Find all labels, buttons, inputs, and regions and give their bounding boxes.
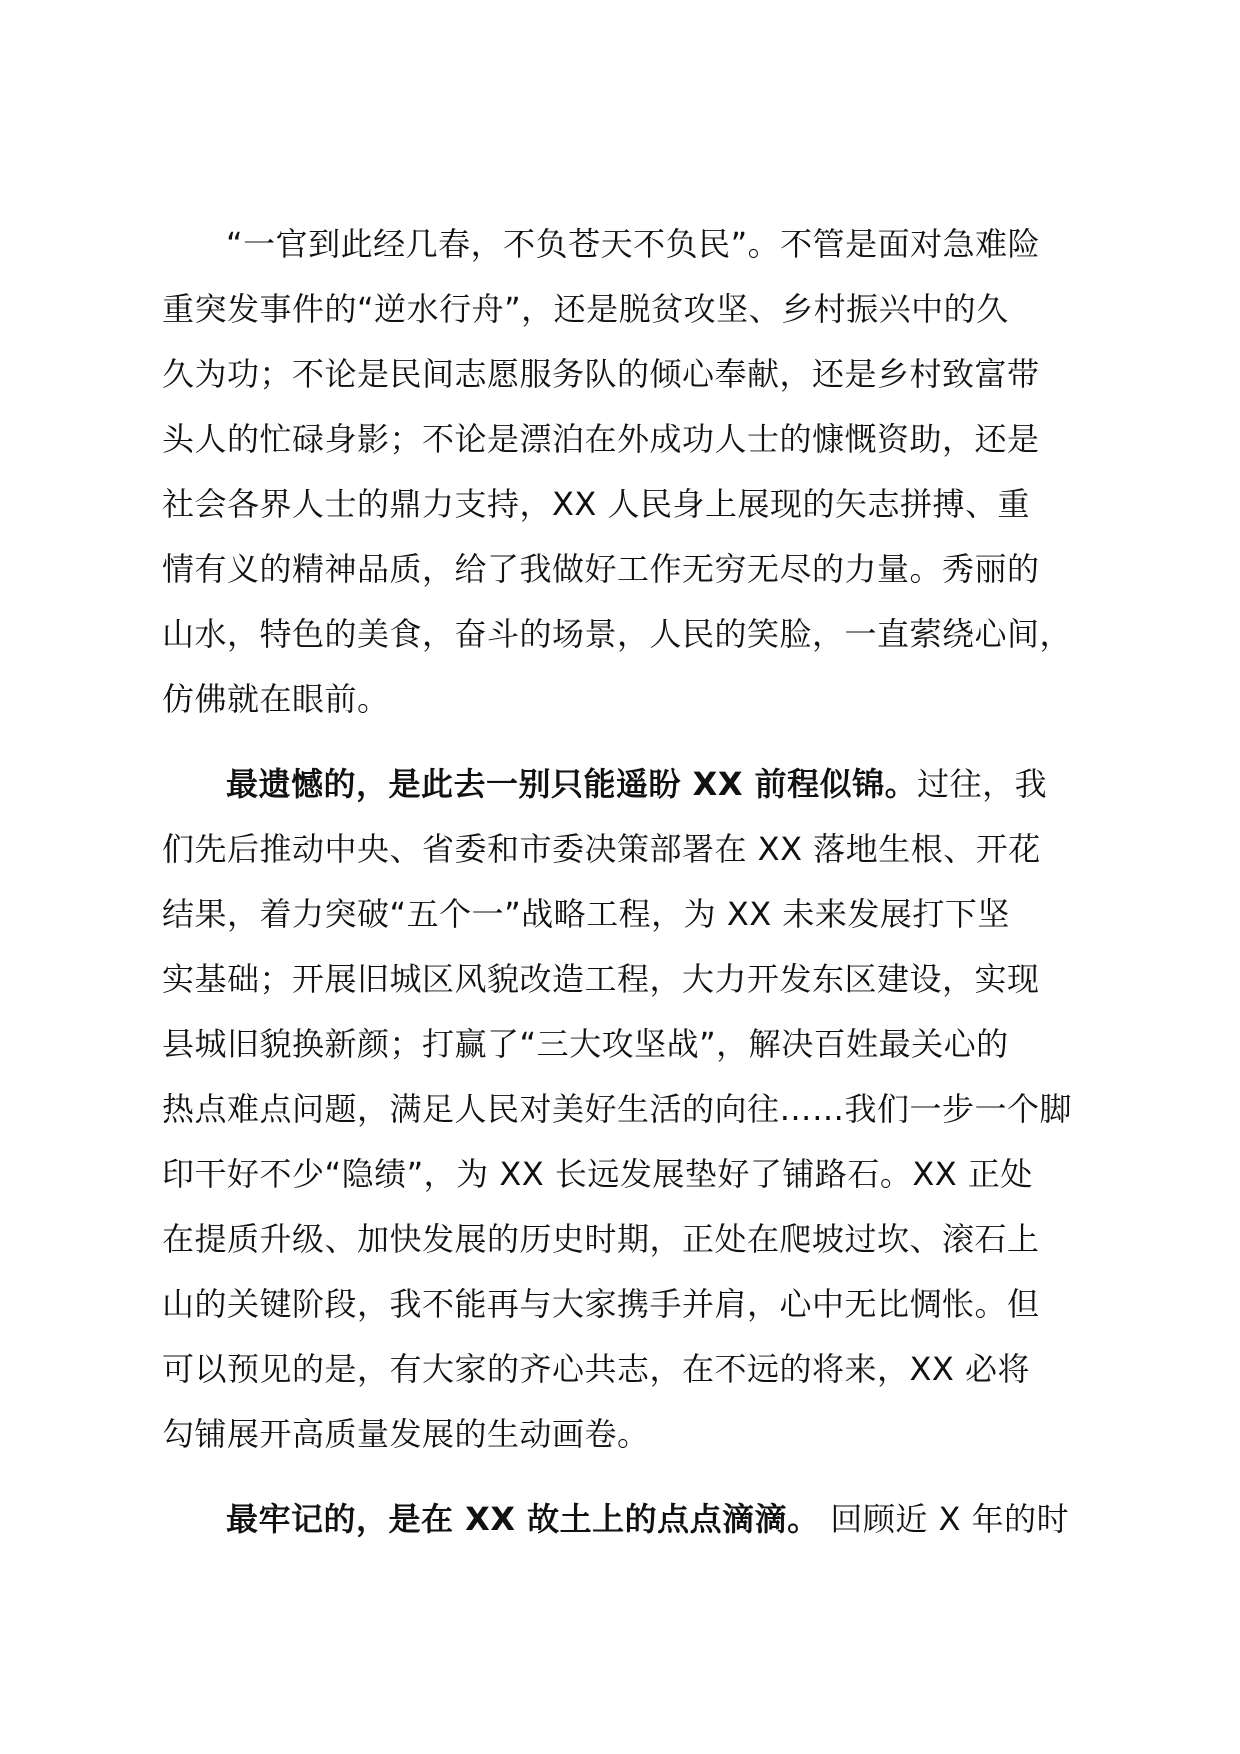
- paragraph-1-line: 头人的忙碌身影；不论是漂泊在外成功人士的慷慨资助，还是: [162, 420, 1040, 458]
- paragraph-2-line: 勾铺展开高质量发展的生动画卷。: [162, 1415, 650, 1453]
- paragraph-2-line: 在提质升级、加快发展的历史时期，正处在爬坡过坎、滚石上: [162, 1220, 1040, 1258]
- paragraph-2-first-line: [162, 752, 1092, 817]
- paragraph-2-line: 结果，着力突破“五个一”战略工程，为 XX 未来发展打下坚: [162, 895, 1010, 933]
- paragraph-2-line: 印干好不少“隐绩”，为 XX 长远发展垫好了铺路石。XX 正处: [162, 1155, 1033, 1193]
- paragraph-3-first-line-text: 回顾近 X 年的时: [819, 1500, 1070, 1538]
- paragraph-3: [162, 1487, 1092, 1552]
- paragraph-spacer: [162, 732, 1092, 752]
- document-body: [162, 212, 1092, 1552]
- paragraph-1-line: 情有义的精神品质，给了我做好工作无穷无尽的力量。秀丽的: [162, 550, 1040, 588]
- paragraph-2-line: 可以预见的是，有大家的齐心共志，在不远的将来，XX 必将: [162, 1350, 1031, 1388]
- paragraph-1-line: “一官到此经几春，不负苍天不负民”。不管是面对急难险: [226, 225, 1041, 263]
- paragraph-2-line: 山的关键阶段，我不能再与大家携手并肩，心中无比惆怅。但: [162, 1285, 1040, 1323]
- paragraph-1-line: 仿佛就在眼前。: [162, 680, 390, 718]
- paragraph-1-line: 山水，特色的美食，奋斗的场景，人民的笑脸，一直萦绕心间，: [162, 615, 1073, 653]
- paragraph-2-line: 实基础；开展旧城区风貌改造工程，大力开发东区建设，实现: [162, 960, 1040, 998]
- paragraph-2-line: 们先后推动中央、省委和市委决策部署在 XX 落地生根、开花: [162, 830, 1041, 868]
- paragraph-3-heading: 最牢记的，是在 XX 故土上的点点滴滴。: [226, 1500, 820, 1538]
- paragraph-2-line: 县城旧貌换新颜；打赢了“三大攻坚战”，解决百姓最关心的: [162, 1025, 1009, 1063]
- paragraph-2: [162, 752, 1092, 1467]
- paragraph-1-line: 重突发事件的“逆水行舟”，还是脱贫攻坚、乡村振兴中的久: [162, 290, 1009, 328]
- paragraph-1-line: 社会各界人士的鼎力支持，XX 人民身上展现的矢志拼搏、重: [162, 485, 1031, 523]
- paragraph-2-heading: 最遗憾的，是此去一别只能遥盼 XX 前程似锦。: [226, 765, 918, 803]
- paragraph-1: [162, 212, 1092, 732]
- paragraph-spacer: [162, 1467, 1092, 1487]
- paragraph-1-line: 久为功；不论是民间志愿服务队的倾心奉献，还是乡村致富带: [162, 355, 1040, 393]
- paragraph-2-line: 热点难点问题，满足人民对美好生活的向往……我们一步一个脚: [162, 1090, 1073, 1128]
- paragraph-2-first-line-text: 过往，我: [917, 765, 1048, 803]
- paragraph-3-first-line: [162, 1487, 1092, 1552]
